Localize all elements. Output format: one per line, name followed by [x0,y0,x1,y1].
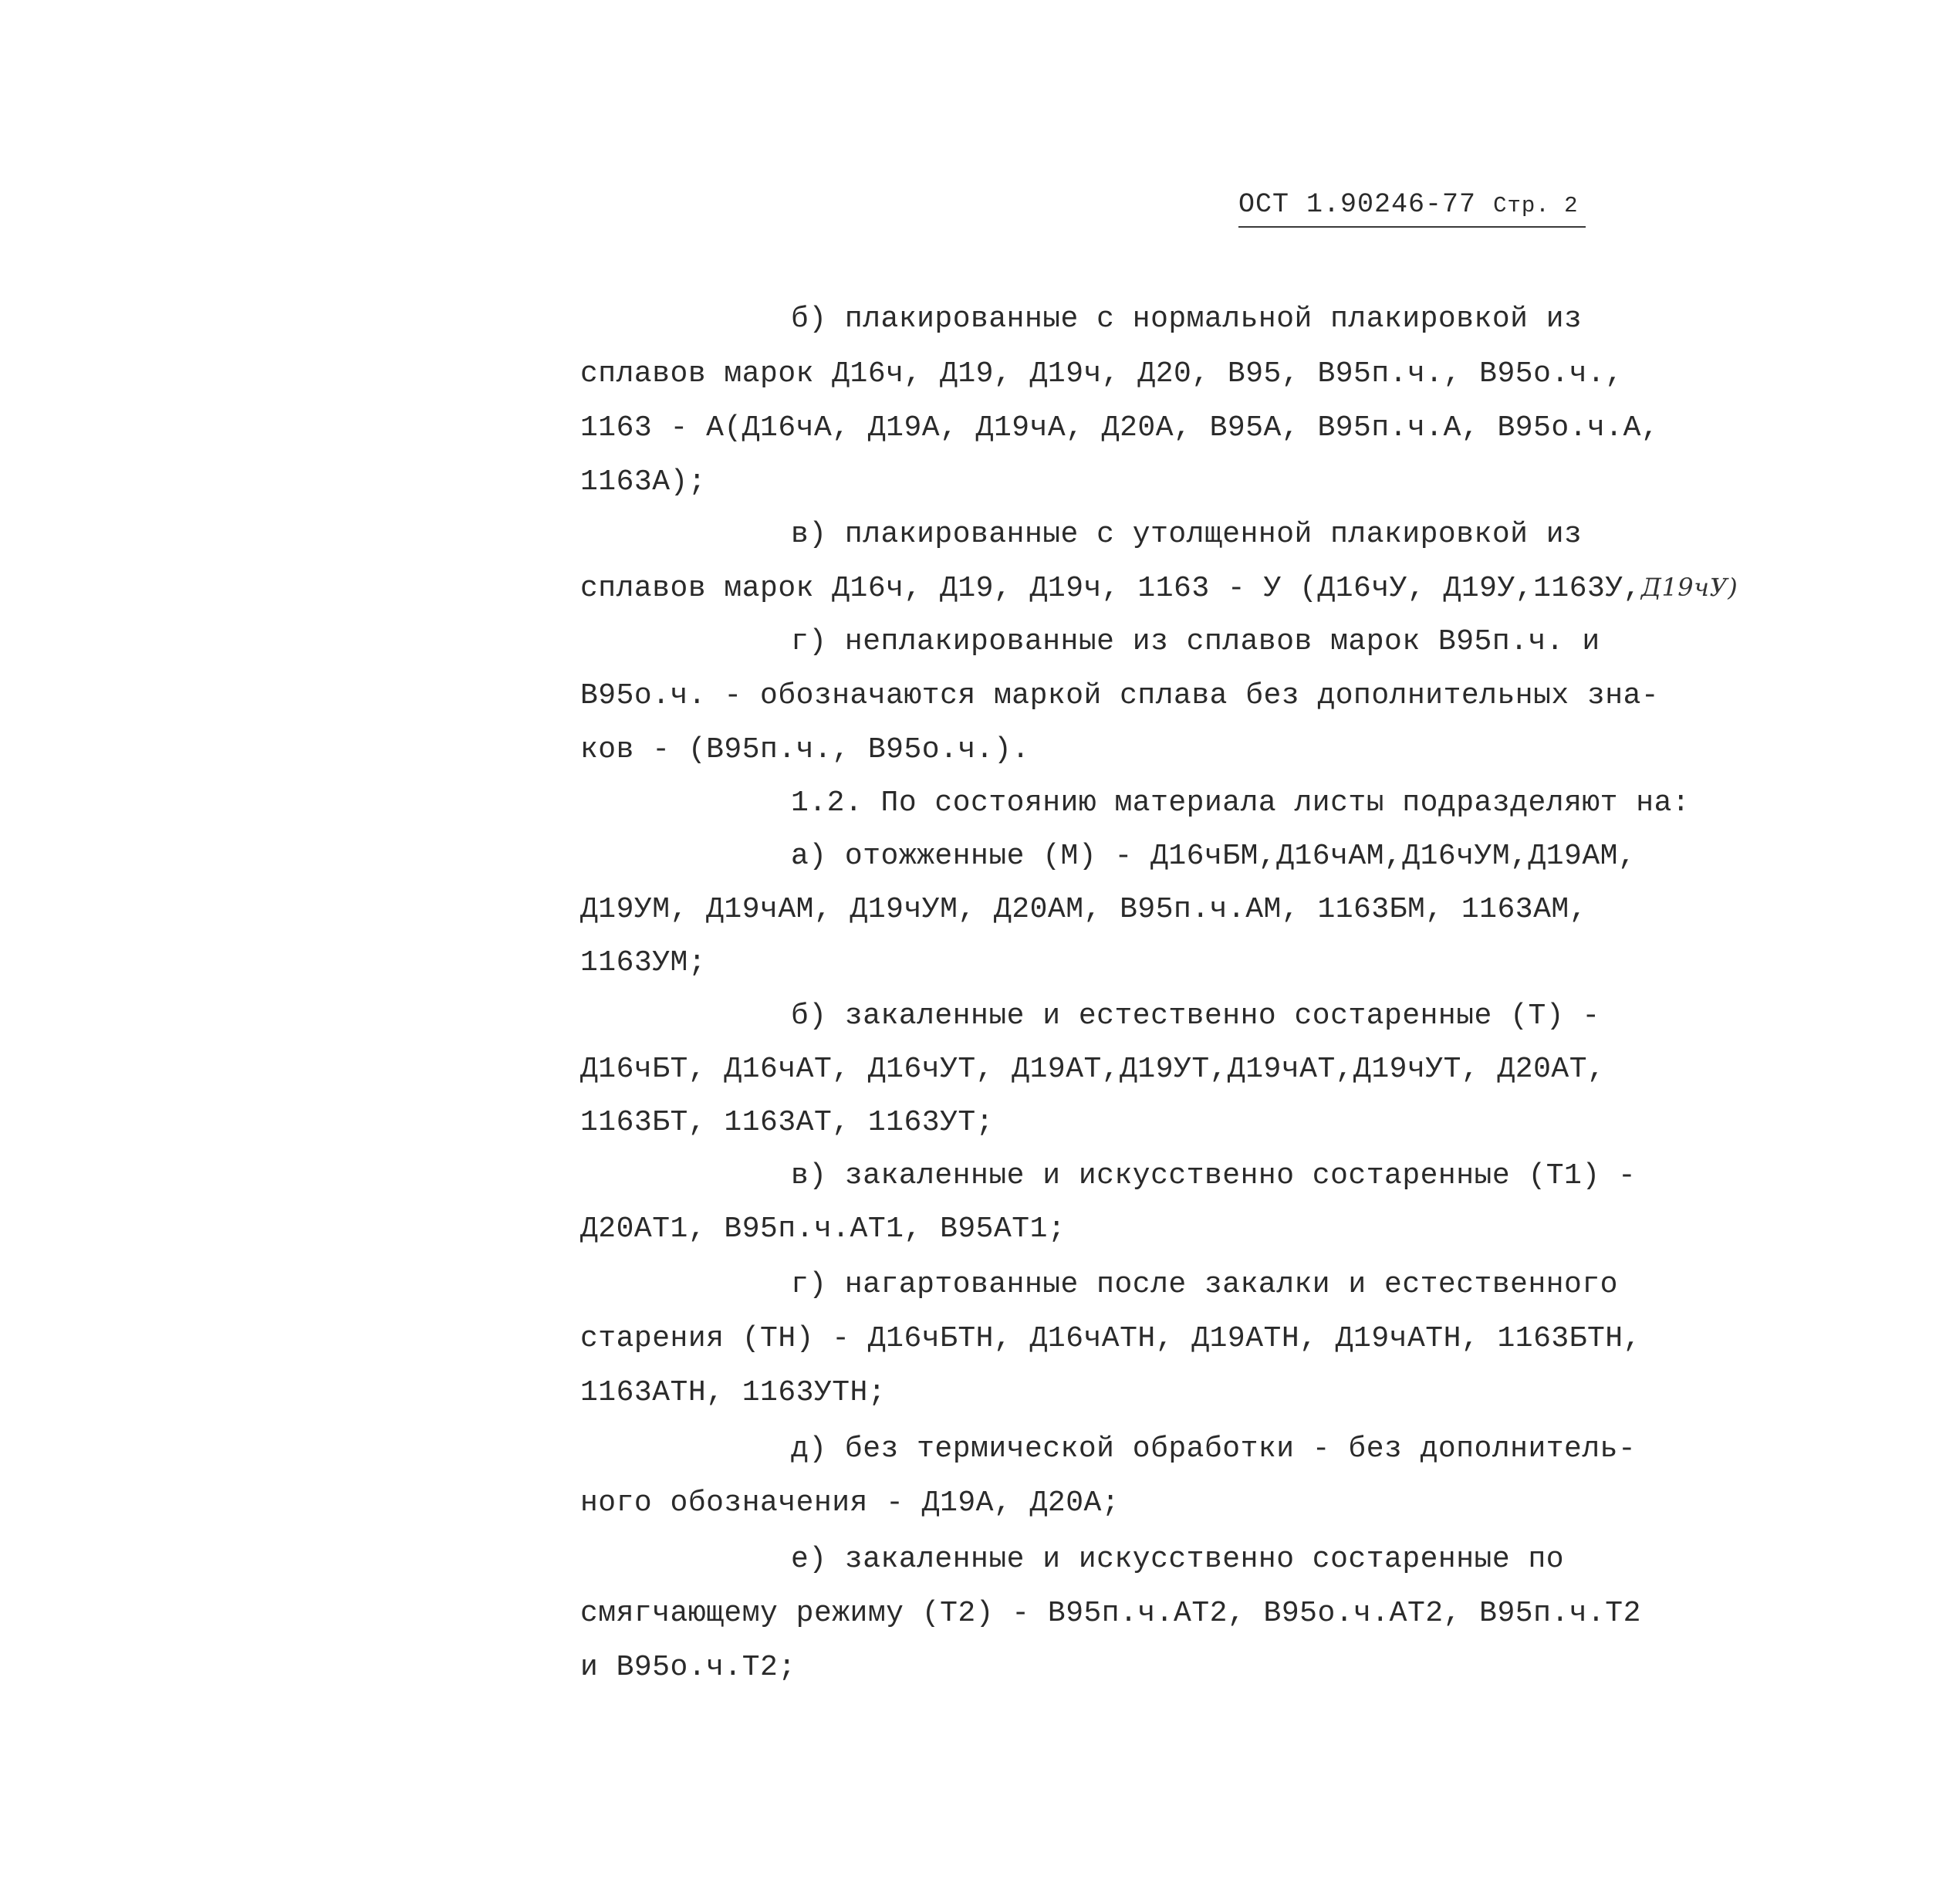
text-line: е) закаленные и искусственно состаренные по [791,1543,1565,1576]
section-heading: 1.2. По состоянию материала листы подразделяют на: [791,786,1691,820]
text-line: г) нагартованные после закалки и естественного [791,1268,1618,1301]
handwritten-correction: Д19чУ) [1640,573,1738,602]
text-line: Д20АТ1, В95п.ч.АТ1, В95АТ1; [580,1212,1066,1246]
text-line: 1163А); [580,465,707,499]
text-line: 1163УМ; [580,946,707,979]
text-line: Д19УМ, Д19чАМ, Д19чУМ, Д20АМ, В95п.ч.АМ, 1163БМ, 1163АМ, [580,893,1588,926]
text-line: 1163 - А(Д16чА, Д19А, Д19чА, Д20А, В95А, В95п.ч.А, В95о.ч.А, [580,411,1660,445]
text-line: в) закаленные и искусственно состаренные (Т1) - [791,1159,1637,1192]
text-line: ного обозначения - Д19А, Д20А; [580,1486,1120,1520]
text-line: в) плакированные с утолщенной плакировкой из [791,518,1583,551]
page-number: Стр. 2 [1493,193,1579,218]
text-line: ков - (В95п.ч., В95о.ч.). [580,733,1030,766]
text-line: старения (ТН) - Д16чБТН, Д16чАТН, Д19АТН, Д19чАТН, 1163БТН, [580,1322,1641,1355]
text-line: Д16чБТ, Д16чАТ, Д16чУТ, Д19АТ,Д19УТ,Д19чАТ,Д19чУТ, Д20АТ, [580,1053,1606,1086]
text-line: сплавов марок Д16ч, Д19, Д19ч, Д20, В95, В95п.ч., В95о.ч., [580,357,1623,391]
text-line [580,574,1738,604]
text-line: и В95о.ч.Т2; [580,1651,796,1684]
text-line: смягчающему режиму (Т2) - В95п.ч.АТ2, В95о.ч.АТ2, В95п.ч.Т2 [580,1597,1641,1630]
text-line: 1163АТН, 1163УТН; [580,1376,887,1409]
document-header [1238,189,1586,220]
standard-code: ОСТ 1.90246-77 [1238,189,1477,220]
text-line: б) плакированные с нормальной плакировкой из [791,303,1583,336]
text-line-content: сплавов марок Д16ч, Д19, Д19ч, 1163 - У (Д16чУ, Д19У,1163У, [580,572,1641,605]
text-line: г) неплакированные из сплавов марок В95п.ч. и [791,625,1600,658]
text-line: В95о.ч. - обозначаются маркой сплава без дополнительных зна- [580,679,1660,712]
text-line: д) без термической обработки - без дополнитель- [791,1432,1637,1466]
header-underline [1238,226,1586,228]
text-line: б) закаленные и естественно состаренные (Т) - [791,999,1600,1033]
text-line: а) отожженные (М) - Д16чБМ,Д16чАМ,Д16чУМ,Д19АМ, [791,840,1637,873]
text-line: 1163БТ, 1163АТ, 1163УТ; [580,1106,994,1139]
